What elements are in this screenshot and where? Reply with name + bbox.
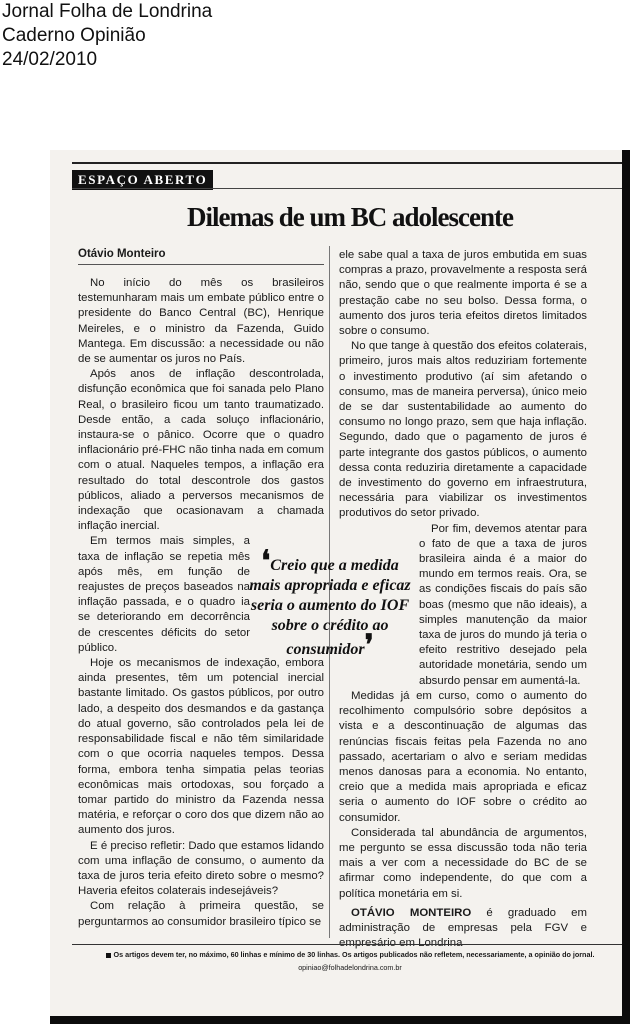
bullet-square-icon xyxy=(106,953,111,958)
paragraph: Com relação à primeira questão, se perguntarmos ao consumidor brasileiro típico se xyxy=(78,900,324,928)
paragraph: Por fim, devemos atentar para o fato de que a taxa de juros brasileira ainda é a maior do mundo em termos reais. Ora, se as condições fiscais do país são boas (mesmo que não ideais), a simples manutenção da maior taxa de juros do mundo já teria o efeito restritivo desejado pela autoridade monetária, sendo um absurdo pensar em aumentá-la. xyxy=(419,522,587,687)
paragraph: No que tange à questão dos efeitos colaterais, primeiro, juros mais altos reduziriam fortemente o investimento produtivo (aí sim afetando o consumo, mas de maneira perversa), único meio de se dar sustentabilidade ao aumento do consumo no longo prazo, sem que haja inflação. Segundo, dado que o pagamento de juros é parte integrante dos gastos públicos, o aumento dessa conta reduziria diretamente a capacidade de investimento do governo em infraestrutura, necessária para viabilizar os investimentos produtivos do setor privado. xyxy=(339,340,587,520)
footer-note xyxy=(72,949,622,961)
paragraph: Hoje os mecanismos de indexação, embora ainda presentes, têm um potencial inercial bastante limitado. Os gastos públicos, por outro lado, a despeito dos desmandos e da gastança do atual governo, são controlados pela lei de responsabilidade fiscal e não têm similaridade com o que ocorria naqueles tempos. Dessa forma, embora tenha simpatia pelas teorias econômicas mais ortodoxas, sou forçado a tomar partido do ministro da Fazenda nessa matéria, e reforçar o coro dos que dizem não ao aumento dos juros. xyxy=(78,657,324,837)
author-rule xyxy=(78,264,324,265)
right-column xyxy=(339,248,587,951)
pull-quote-text: Creio que a medida mais apropriada e eficaz seria o aumento do IOF sobre o crédito ao consumidor xyxy=(249,557,411,658)
paragraph: Em termos mais simples, a taxa de inflação se repetia mês após mês, em função de reajustes de preços baseados na inflação passada, e o quadro ia se deteriorando em decorrência de crescentes déficits do setor público. xyxy=(78,535,250,654)
bio-name: OTÁVIO MONTEIRO xyxy=(351,906,472,919)
paragraph: Após anos de inflação descontrolada, disfunção econômica que foi sanada pelo Plano Real, o brasileiro ficou um tanto traumatizado. Desde então, a cada soluço inflacionário, instaura-se o pânico. Ocorre que o quadro inflacionário pré-FHC não tinha nada em comum com o atual. Naqueles tempos, a inflação era resultado do total descontrole dos gastos públicos, aliado a perversos mecanismos de indexação que ocasionavam a chamada inflação inercial. xyxy=(78,368,324,533)
paragraph: No início do mês os brasileiros testemunharam mais um embate público entre o presidente do Banco Central (BC), Henrique Meireles, e o ministro da Fazenda, Guido Mantega. Em discussão: a necessidade ou não de se aumentar os juros no País. xyxy=(78,277,324,366)
close-quote-mark-icon: ❜ xyxy=(364,630,374,661)
caption-date: 24/02/2010 xyxy=(2,49,98,70)
paragraph: Medidas já em curso, como o aumento do recolhimento compulsório sobre depósitos a vista e a descontinuação de algumas das renúncias fiscais feitas pela Fazenda no ano passado, acertariam o alvo e seriam medidas menos danosas para a economia. No entanto, creio que a medida mais apropriada e eficaz seria o aumento do IOF sobre o crédito ao consumidor. xyxy=(339,689,587,824)
paragraph: ele sabe qual a taxa de juros embutida em suas compras a prazo, provavelmente a resposta será não, sendo que o que realmente importa é se a prestação cabe no seu bolso. Dessa forma, o aumento dos juros teria efeitos diretos limitados sobre o consumo. xyxy=(339,249,587,338)
bio-text: é graduado em administração de empresas pela FGV e empresário em Londrina xyxy=(339,906,587,950)
section-rule xyxy=(72,188,622,189)
scan-edge-right xyxy=(622,150,630,1016)
scan-edge-bottom xyxy=(50,1016,630,1024)
newspaper-clipping xyxy=(50,150,622,1016)
article-headline: Dilemas de um BC adolescente xyxy=(187,202,513,232)
article-author: Otávio Monteiro xyxy=(78,248,166,260)
paragraph: E é preciso refletir: Dado que estamos lidando com uma inflação de consumo, o aumento da taxa de juros teria efeito direto sobre o mesmo? Haveria efeitos colaterais indesejáveis? xyxy=(78,839,324,898)
paragraph: Considerada tal abundância de argumentos, me pergunto se essa discussão toda não teria mais a ver com a necessidade do BC de se afirmar como independente, do que com a política monetária em si. xyxy=(339,826,587,900)
footer-note-box xyxy=(72,944,622,987)
footer-email: opiniao@folhadelondrina.com.br xyxy=(298,963,402,972)
caption-section: Caderno Opinião xyxy=(2,25,146,46)
image-caption xyxy=(2,0,212,72)
caption-newspaper: Jornal Folha de Londrina xyxy=(2,1,213,22)
top-rule xyxy=(72,162,622,164)
section-tag: ESPAÇO ABERTO xyxy=(72,170,213,190)
footer-note-text: Os artigos devem ter, no máximo, 60 linhas e mínimo de 30 linhas. Os artigos publicados não refletem, necessariamente, a opinião do jornal. xyxy=(113,950,595,959)
open-quote-mark-icon: ❛ xyxy=(261,546,271,577)
